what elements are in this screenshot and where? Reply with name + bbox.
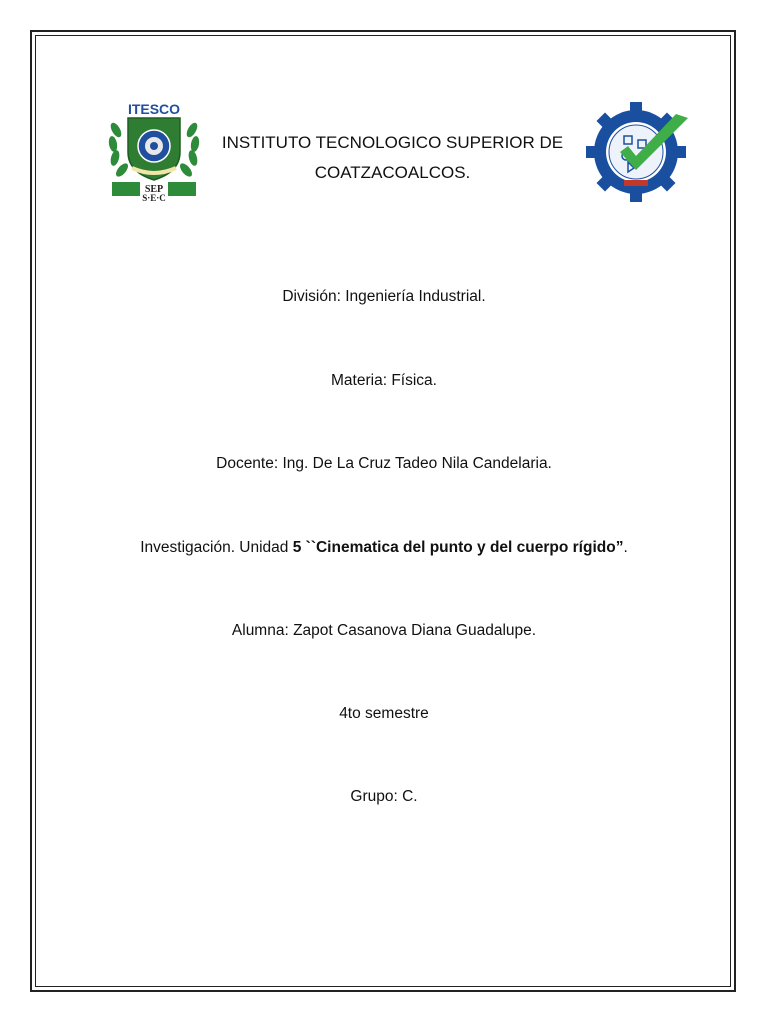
investigacion-title: 5 ``Cinematica del punto y del cuerpo rígido”: [292, 539, 624, 556]
sec-label: S·E·C: [142, 193, 166, 202]
investigacion-line: [40, 539, 728, 557]
investigacion-prefix: Investigación. Unidad: [140, 539, 293, 556]
semestre-line: 4to semestre: [339, 705, 429, 722]
ingenieria-industrial-gear-icon: [584, 96, 694, 206]
docente-line: Docente: Ing. De La Cruz Tadeo Nila Candelaria.: [216, 455, 552, 472]
investigacion-suffix: .: [623, 539, 628, 556]
sep-label: SEP: [144, 184, 164, 195]
division-line: División: Ingeniería Industrial.: [282, 288, 486, 305]
grupo-line: Grupo: C.: [350, 788, 418, 805]
institution-name-line2: COATZACOALCOS.: [314, 163, 471, 182]
alumna-line: Alumna: Zapot Casanova Diana Guadalupe.: [231, 622, 537, 639]
institution-header: [205, 128, 580, 188]
itesco-logo-icon: [106, 100, 202, 202]
institution-name-line1: INSTITUTO TECNOLOGICO SUPERIOR DE: [221, 133, 564, 152]
itesco-logo-title: ITESCO: [127, 101, 181, 117]
materia-line: Materia: Física.: [331, 372, 437, 389]
